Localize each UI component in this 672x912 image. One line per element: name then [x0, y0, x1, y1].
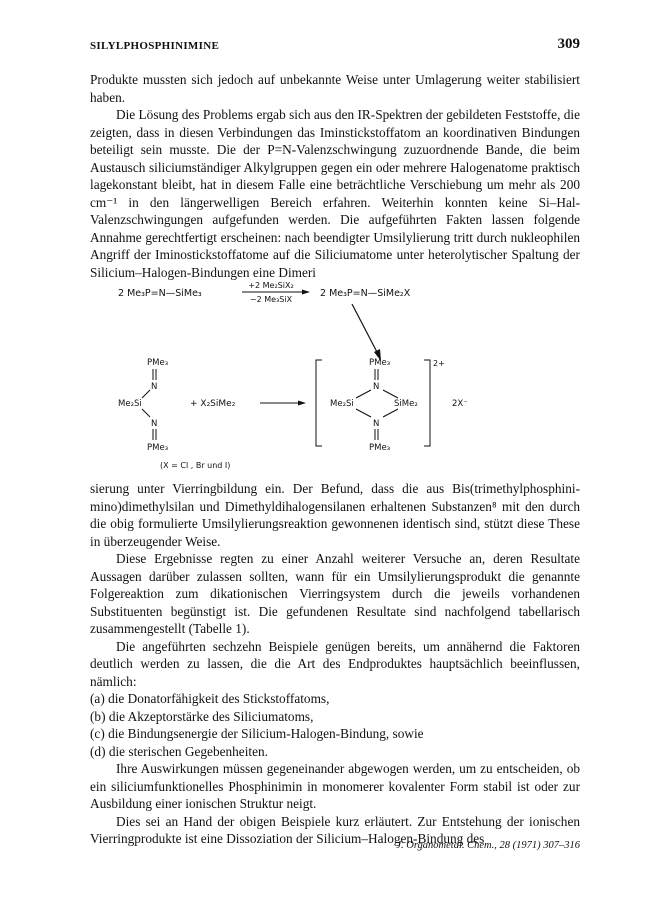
ring-n-bottom: N	[373, 419, 380, 429]
product-formula: 2 Me₃P=N—SiMe₂X	[320, 288, 411, 299]
ring-pme3-top: PMe₃	[369, 358, 391, 368]
running-title: SILYLPHOSPHINIMINE	[90, 40, 220, 52]
ring-bond	[356, 409, 371, 417]
page-number: 309	[557, 36, 580, 52]
ring-charge: 2+	[433, 359, 445, 368]
plus-reagent: + X₂SiMe₂	[190, 399, 236, 409]
left-n-bottom: N	[151, 419, 158, 429]
ring-si-right: SiMe₂	[394, 399, 418, 409]
left-bracket	[316, 360, 322, 446]
list-item: (d) die sterischen Gegebenheiten.	[90, 743, 268, 759]
paragraph: Ihre Auswirkungen müssen gegeneinander abgewogen werden, um zu entscheiden, ob ein siliciumfunktionelles Phosphinimin in monomerer kovalenter Form stabil ist oder zur Ausbildung einer ionischen Struktur neigt.	[90, 761, 580, 811]
arrow-reagent-bottom: −2 Me₃SiX	[249, 295, 293, 304]
left-n-top: N	[151, 382, 158, 392]
ring-si-left: Me₂Si	[330, 399, 354, 409]
halogen-condition: (X = Cl , Br und I)	[160, 461, 231, 470]
diagonal-arrow	[352, 304, 378, 354]
reaction-scheme	[90, 282, 590, 472]
body-text-top	[90, 71, 580, 281]
reactant-formula: 2 Me₃P=N—SiMe₃	[118, 288, 202, 299]
ring-n-top: N	[373, 382, 380, 392]
arrow-reagent-top: +2 Me₂SiX₂	[248, 282, 294, 290]
ring-bond	[383, 390, 398, 398]
ring-bond	[356, 390, 371, 398]
single-bond	[142, 409, 150, 417]
paragraph: Diese Ergebnisse regten zu einer Anzahl weiterer Versuche an, deren Resultate Aussagen darüber zulassen sollten, wann für ein Umsilylierungsprodukt die genannte Folgereaktion zum dikationischen Vierringsystem durch die jeweils vorhandenen Substituenten begünstigt ist. Die gefundenen Resultate sind nachfolgend tabellarisch zusammengestellt (Tabelle 1).	[90, 551, 580, 636]
paragraph: Produkte mussten sich jedoch auf unbekannte Weise unter Umlagerung weiter stabilisiert haben.	[90, 72, 580, 105]
reaction-arrowhead	[302, 290, 310, 295]
left-pme3-top: PMe₃	[147, 358, 169, 368]
left-si: Me₂Si	[118, 399, 142, 409]
paragraph: sierung unter Vierringbildung ein. Der Befund, dass die aus Bis(trimethylphosphinimino)dimethylsilan und Dimethyldihalogensilanen erhaltenen Substanzen⁸ mit den durch die obig formulierte Umsilylierungsreaktion gewonnenen identisch sind, stützt diese These in überzeugender Weise.	[90, 481, 580, 549]
right-bracket	[424, 360, 430, 446]
ring-bond	[383, 409, 398, 417]
paragraph: Die angeführten sechzehn Beispiele genügen bereits, um annähernd die Faktoren deutlich werden zu lassen, die die Art des Endproduktes hauptsächlich beeinflussen, nämlich:	[90, 638, 580, 689]
ring-pme3-bottom: PMe₃	[369, 443, 391, 453]
reaction-scheme-drawing	[90, 282, 590, 472]
list-item: (c) die Bindungsenergie der Silicium-Halogen-Bindung, sowie	[90, 726, 424, 741]
single-bond	[142, 390, 150, 398]
paragraph: Die Lösung des Problems ergab sich aus den IR-Spektren der gebildeten Feststoffe, die zeigten, dass in diesen Verbindungen das Iminstickstoffatom an koordinativen Bindungen beteiligt sein musste. Die der P=N-Valenzschwingung zuzuordnende Bande, die beim Austausch siliciumständiger Alkylgruppen gegen ein oder mehrere Halogenatome praktisch lagekonstant bleibt, hat in diesem Falle eine beträchtliche Verschiebung um mehr als 200 cm⁻¹ in den längerwelligen Bereich erfahren. Weiterhin konnten keine Si–Hal-Valenzschwingungen aufgefunden werden. Die aufgeführten Fakten lassen folgende Annahme gerechtfertigt erscheinen: nach beendigter Umsilylierung tritt durch nukleophilen Angriff der Iminostickstoffatome auf die Siliciumatome unter heterolytischer Spaltung der Silicium–Halogen-Bindungen eine Dimeri	[90, 107, 580, 280]
list-item: (b) die Akzeptorstärke des Siliciumatoms,	[90, 708, 314, 724]
page-header	[90, 36, 580, 56]
journal-citation: J. Organometal. Chem., 28 (1971) 307–316	[396, 840, 580, 851]
paragraph: Dies sei an Hand der obigen Beispiele kurz erläutert. Zur Entstehung der ionischen Vierringprodukte ist eine Dissoziation der Silicium–Halogen-Bindung des	[90, 813, 580, 846]
list-item: (a) die Donatorfähigkeit des Stickstoffatoms,	[90, 691, 330, 706]
left-pme3-bottom: PMe₃	[147, 443, 169, 453]
counterion: 2X⁻	[452, 399, 468, 409]
body-text-bottom	[90, 480, 580, 848]
reaction-arrowhead	[298, 401, 306, 406]
